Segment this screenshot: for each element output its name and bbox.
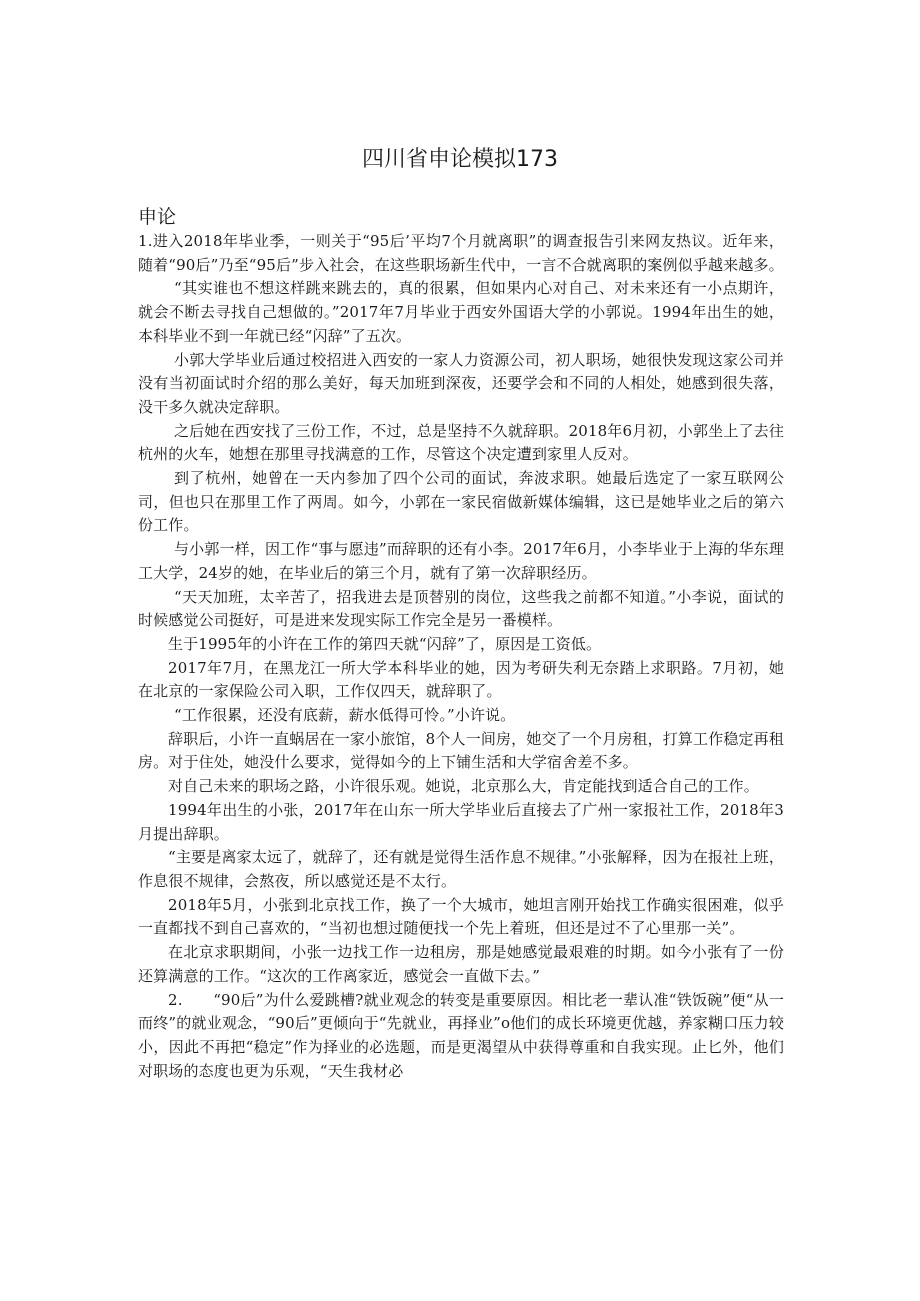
paragraph-2: “其实谁也不想这样跳来跳去的，真的很累，但如果内心对自己、对未来还有一小点期许，就会不断去寻找自己想做的。”2017年7月毕业于西安外国语大学的小郭说。1994年出生的她，本科毕业不到一年就已经“闪辞”了五次。 [138, 279, 784, 345]
paragraph-13: 1994年出生的小张，2017年在山东一所大学毕业后直接去了广州一家报社工作，2018年3月提出辞职。 [138, 800, 784, 843]
page-title: 四川省申论模拟173 [362, 147, 558, 172]
paragraph-11: 辞职后，小许一直蜗居在一家小旅馆，8个人一间房，她交了一个月房租，打算工作稳定再租房。对于住处，她没什么要求，觉得如今的上下铺生活和大学宿舍差不多。 [138, 729, 784, 772]
paragraph-5: 到了杭州，她曾在一天内参加了四个公司的面试，奔波求职。她最后选定了一家互联网公司，但也只在那里工作了两周。如今，小郭在一家民宿做新媒体编辑，这已是她毕业之后的第六份工作。 [138, 469, 784, 535]
paragraph-3: 小郭大学毕业后通过校招进入西安的一家人力资源公司，初人职场，她很快发现这家公司并没有当初面试时介绍的那么美好，每天加班到深夜，还要学会和不同的人相处，她感到很失落，没干多久就决定辞职。 [138, 350, 784, 416]
paragraph-17: 2. “90后”为什么爱跳槽?就业观念的转变是重要原因。相比老一辈认准“铁饭碗”便“从一而终”的就业观念，“90后”更倾向于“先就业，再择业”o他们的成长环境更优越，养家糊口压力较小，因此不再把“稳定”作为择业的必选题，而是更渴望从中获得尊重和自我实现。止匕外，他们对职场的态度也更为乐观，“天生我材必 [138, 990, 784, 1080]
paragraph-15: 2018年5月，小张到北京找工作，换了一个大城市，她坦言刚开始找工作确实很困难，似乎一直都找不到自己喜欢的，“当初也想过随便找一个先上着班，但还是过不了心里那一关”。 [138, 895, 784, 938]
paragraph-14: “主要是离家太远了，就辞了，还有就是觉得生活作息不规律。”小张解释，因为在报社上班，作息很不规律，会熬夜，所以感觉还是不太行。 [138, 848, 784, 890]
document-body [138, 230, 784, 1083]
paragraph-8: 生于1995年的小许在工作的第四天就“闪辞”了，原因是工资低。 [168, 634, 602, 653]
paragraph-6: 与小郭一样，因工作“事与愿违”而辞职的还有小李。2017年6月，小李毕业于上海的华东理工大学，24岁的她，在毕业后的第三个月，就有了第一次辞职经历。 [138, 540, 784, 582]
paragraph-4: 之后她在西安找了三份工作，不过，总是坚持不久就辞职。2018年6月初，小郭坐上了去往杭州的火车，她想在那里寻找满意的工作，尽管这个决定遭到家里人反对。 [138, 421, 784, 464]
paragraph-7: “天天加班，太辛苦了，招我进去是顶替别的岗位，这些我之前都不知道。”小李说，面试的时候感觉公司挺好，可是进来发现实际工作完全是另一番模样。 [138, 587, 784, 630]
paragraph-16: 在北京求职期间，小张一边找工作一边租房，那是她感觉最艰难的时期。如今小张有了一份还算满意的工作。“这次的工作离家近，感觉会一直做下去。” [138, 943, 784, 985]
paragraph-1: 1.进入2018年毕业季，一则关于“95后’平均7个月就离职”的调查报告引来网友热议。近年来，随着“90后”乃至“95后”步入社会，在这些职场新生代中，一言不合就离职的案例似乎越来越多。 [138, 232, 784, 274]
paragraph-9: 2017年7月，在黑龙江一所大学本科毕业的她，因为考研失利无奈踏上求职路。7月初，她在北京的一家保险公司入职，工作仅四天，就辞职了。 [138, 658, 784, 701]
paragraph-10: “工作很累，还没有底薪，薪水低得可怜。”小许说。 [174, 706, 516, 725]
paragraph-12: 对自己未来的职场之路，小许很乐观。她说，北京那么大，肯定能找到适合自己的工作。 [168, 777, 759, 796]
section-heading: 申论 [138, 206, 177, 228]
